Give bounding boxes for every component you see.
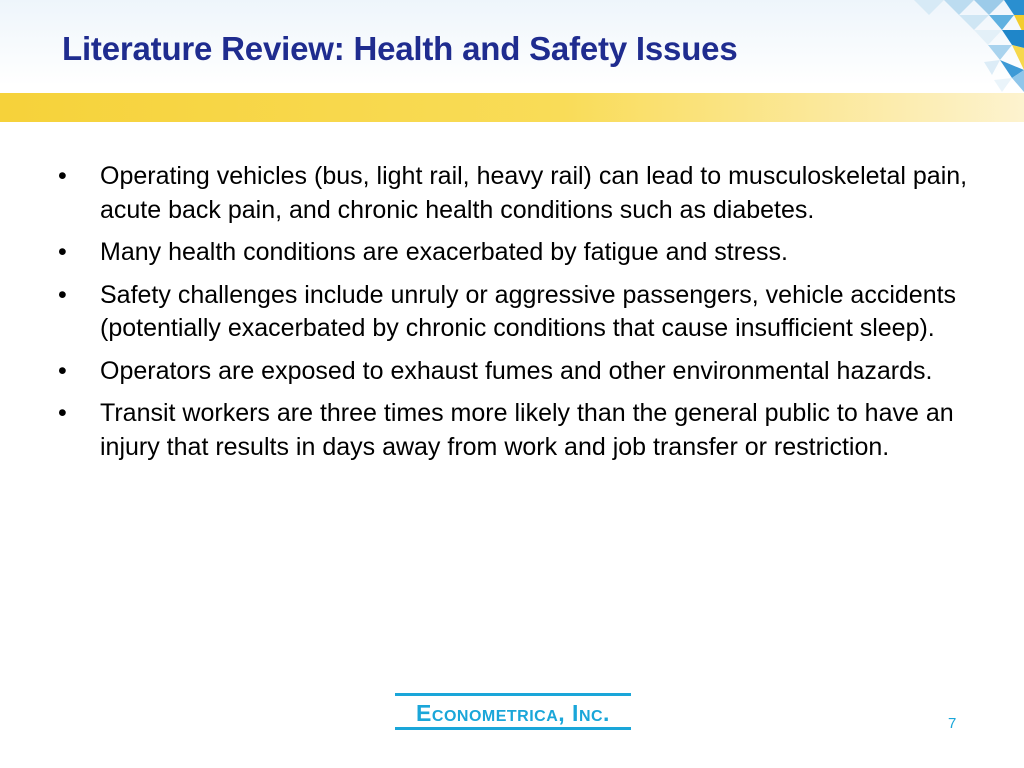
bullet-item (58, 397, 978, 464)
header-accent-band (0, 93, 1024, 122)
bullet-icon: • (58, 280, 67, 309)
corner-pattern-decoration (874, 0, 1024, 95)
bullet-icon: • (58, 356, 67, 385)
bullet-icon: • (58, 238, 67, 266)
bullet-text: Operating vehicles (bus, light rail, heavy rail) can lead to musculoskeletal pain, acute back pain, and chronic health conditions such as diabetes. (100, 162, 968, 224)
logo-bottom-rule (395, 727, 631, 730)
bullet-text: Operators are exposed to exhaust fumes and other environmental hazards. (100, 356, 933, 385)
bullet-item (58, 279, 978, 346)
logo-text: Econometrica, Inc. (416, 700, 610, 726)
bullet-item (58, 160, 978, 227)
bullet-list (58, 160, 978, 473)
page-number: 7 (948, 715, 957, 732)
bullet-text: Many health conditions are exacerbated by fatigue and stress. (100, 238, 788, 266)
bullet-item (58, 355, 978, 389)
logo-top-rule (395, 693, 631, 696)
bullet-text: Safety challenges include unruly or aggressive passengers, vehicle accidents (potentially exacerbated by chronic conditions that cause insufficient sleep). (100, 280, 957, 342)
slide-title: Literature Review: Health and Safety Issues (62, 30, 738, 67)
bullet-item (58, 236, 978, 270)
company-logo (395, 693, 631, 731)
bullet-icon: • (58, 399, 67, 427)
bullet-text: Transit workers are three times more likely than the general public to have an injury that results in days away from work and job transfer or restriction. (100, 399, 954, 461)
bullet-icon: • (58, 162, 67, 190)
